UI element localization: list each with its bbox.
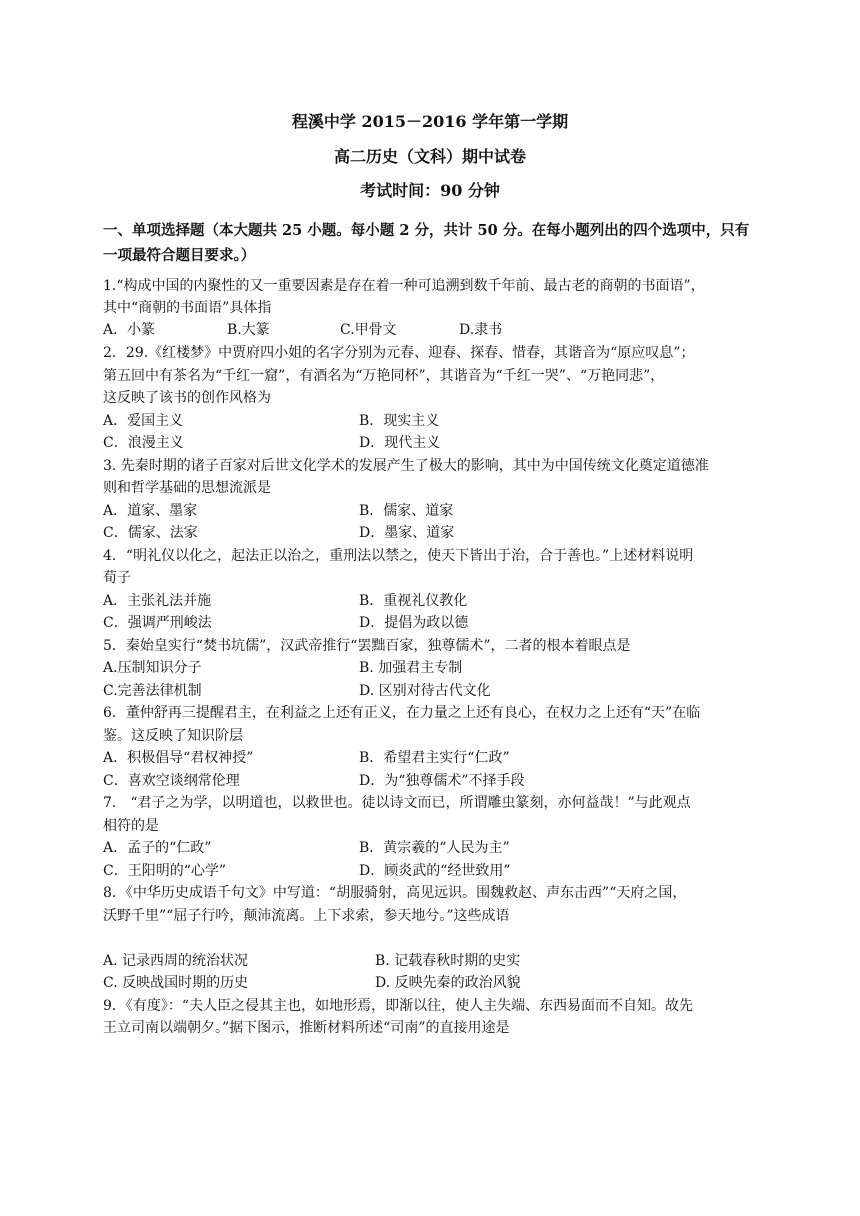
question-7-option-c: C．王阳明的“心学” [103,863,227,879]
question-7-option-b: B．黄宗羲的“人民为主” [359,840,510,856]
question-7-option-a: A．孟子的“仁政” [103,840,212,856]
question-3-option-a: A．道家、墨家 [103,503,198,519]
question-7-line-1: 7． “君子之为学，以明道也，以救世也。徒以诗文而已，所谓雕虫篆刻，亦何益哉！”与此观点 [103,795,691,811]
question-2-option-d: D．现代主义 [359,435,441,451]
question-6-option-c: C．喜欢空谈纲常伦理 [103,773,240,789]
question-1-option-c: C.甲骨文 [340,322,397,338]
question-4-option-b: B．重视礼仪教化 [359,593,468,609]
question-8-option-c: C. 反映战国时期的历史 [103,975,249,991]
question-1-option-d: D.隶书 [459,322,503,338]
question-3-option-c: C．儒家、法家 [103,525,198,541]
question-8-option-d: D. 反映先秦的政治风貌 [375,975,521,991]
question-1-line-1: 1.“构成中国的内聚性的又一重要因素是存在着一种可追溯到数千年前、最古老的商朝的书面语”， [103,278,705,294]
question-6-option-d: D．为“独尊儒术”不择手段 [359,773,525,789]
question-5-option-d: D. 区别对待古代文化 [359,683,491,699]
question-3-line-1: 3. 先秦时期的诸子百家对后世文化学术的发展产生了极大的影响，其中为中国传统文化奠定道德准 [103,458,709,474]
question-2-option-a: A．爱国主义 [103,413,184,429]
question-2-line-1: 2．29.《红楼梦》中贾府四小姐的名字分别为元春、迎春、探春、惜春，其谐音为“原应叹息”； [103,345,695,361]
question-6-option-a: A．积极倡导“君权神授” [103,750,254,766]
section-heading-line1: 一、单项选择题（本大题共 25 小题。每小题 2 分，共计 50 分。在每小题列出的四个选项中，只有 [103,222,750,239]
school-term-line: 程溪中学 2015－2016 学年第一学期 [291,112,569,131]
question-1-option-b: B.大篆 [227,322,270,338]
question-8-line-1: 8．《中华历史成语千句文》中写道：“胡服骑射，高见远识。围魏救赵、声东击西”“天府之国， [103,885,687,901]
question-9-line-1: 9．《有度》：“夫人臣之侵其主也，如地形焉，即渐以往，使人主失端、东西易面而不自知。故先 [103,998,694,1014]
question-3-option-b: B．儒家、道家 [359,503,454,519]
question-7-option-d: D．顾炎武的“经世致用” [359,863,511,879]
question-4-option-d: D．提倡为政以德 [359,615,469,631]
question-5-line-1: 5．秦始皇实行“焚书坑儒”，汉武帝推行“罢黜百家，独尊儒术”，二者的根本着眼点是 [103,638,631,654]
question-2-option-b: B．现实主义 [359,413,440,429]
question-5-option-b: B. 加强君主专制 [359,660,463,676]
question-3-line-2: 则和哲学基础的思想流派是 [103,480,271,496]
question-4-option-a: A．主张礼法并施 [103,593,212,609]
question-1-line-2: 其中“商朝的书面语”具体指 [103,300,272,316]
question-6-option-b: B．希望君主实行“仁政” [359,750,510,766]
question-3-option-d: D．墨家、道家 [359,525,455,541]
exam-title: 高二历史（文科）期中试卷 [333,147,526,166]
question-5-option-c: C.完善法律机制 [103,683,202,699]
question-4-option-c: C．强调严刑峻法 [103,615,212,631]
question-2-option-c: C．浪漫主义 [103,435,184,451]
question-4-line-2: 荀子 [103,570,131,586]
question-2-line-3: 这反映了该书的创作风格为 [103,390,271,406]
question-8-line-2: 沃野千里”“屈子行吟，颠沛流离。上下求索，参天地兮。”这些成语 [103,908,510,924]
question-5-option-a: A.压制知识分子 [103,660,202,676]
question-1-option-a: A．小篆 [103,322,156,338]
question-8-option-b: B. 记载春秋时期的史实 [375,953,521,969]
question-2-line-2: 第五回中有茶名为“千红一窟”，有酒名为“万艳同杯”，其谐音为“千红一哭”、“万艳同悲”， [103,368,665,384]
question-9-line-2: 王立司南以端朝夕。”据下图示，推断材料所述“司南”的直接用途是 [103,1020,510,1036]
section-heading-line2: 一项最符合题目要求。） [103,247,256,264]
question-6-line-1: 6．董仲舒再三提醒君主，在利益之上还有正义，在力量之上还有良心，在权力之上还有“天”在临 [103,705,701,721]
question-4-line-1: 4．“明礼仪以化之，起法正以治之，重刑法以禁之，使天下皆出于治，合于善也。”上述材料说明 [103,548,694,564]
exam-time: 考试时间：90 分钟 [360,181,500,200]
question-7-line-2: 相符的是 [103,818,159,834]
question-8-option-a: A. 记录西周的统治状况 [103,953,249,969]
question-6-line-2: 鉴。这反映了知识阶层 [103,728,243,744]
